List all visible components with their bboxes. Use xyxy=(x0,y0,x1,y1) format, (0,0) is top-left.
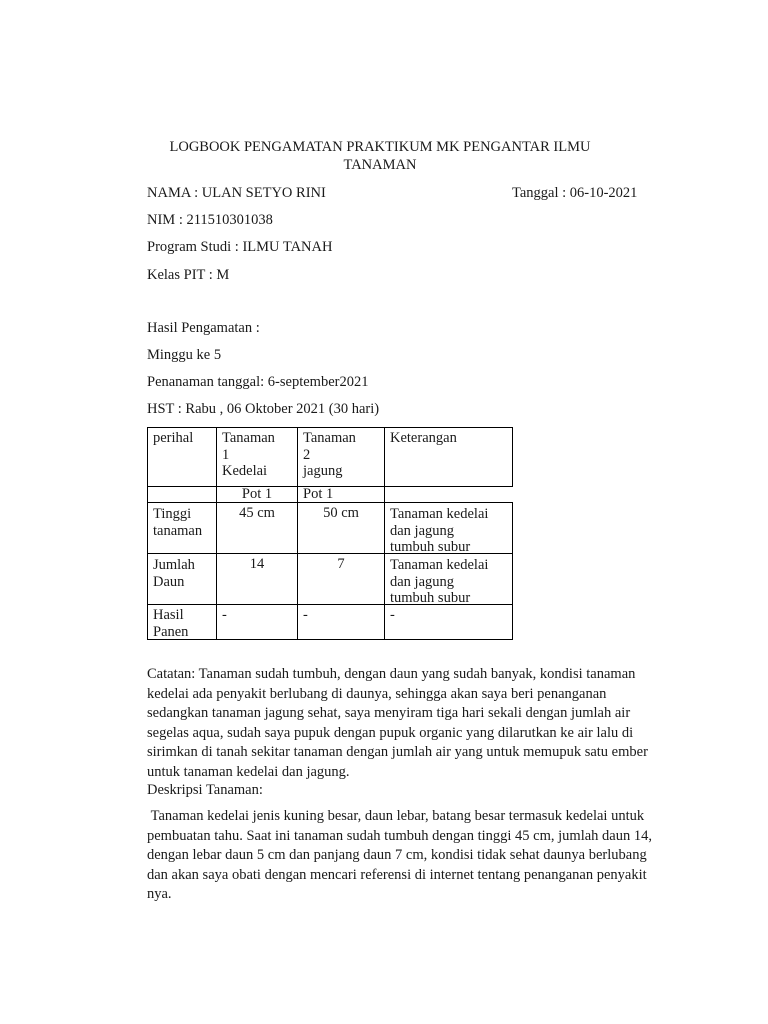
row-1-keterangan: Tanaman kedelai dan jagung tumbuh subur xyxy=(390,506,489,555)
row-1-perihal: Tinggi tanaman xyxy=(153,506,203,539)
kelas-field: Kelas PIT : M xyxy=(147,267,230,283)
header-keterangan: Keterangan xyxy=(390,430,457,446)
deskripsi-label: Deskripsi Tanaman: xyxy=(147,782,263,798)
row-2-perihal: Jumlah Daun xyxy=(153,557,195,590)
table-border-right-top xyxy=(512,427,513,486)
pot-label-1: Pot 1 xyxy=(241,486,273,502)
row-3-perihal: Hasil Panen xyxy=(153,607,189,640)
header-perihal: perihal xyxy=(153,430,194,446)
row-1-tanaman-2: 50 cm xyxy=(323,505,359,521)
title-line-2: TANAMAN xyxy=(343,157,417,173)
penanaman-field: Penanaman tanggal: 6-september2021 xyxy=(147,374,369,390)
hasil-pengamatan-label: Hasil Pengamatan : xyxy=(147,320,260,336)
nim-field: NIM : 211510301038 xyxy=(147,212,273,228)
minggu-field: Minggu ke 5 xyxy=(147,347,222,363)
table-border-right-bottom xyxy=(512,502,513,640)
nama-field: NAMA : ULAN SETYO RINI xyxy=(147,185,326,201)
deskripsi-paragraph: Tanaman kedelai jenis kuning besar, daun lebar, batang besar termasuk kedelai untuk pembuatan tahu. Saat ini tanaman sudah tumbuh dengan tinggi 45 cm, jumlah daun 14, dengan lebar daun 5 cm dan panjang daun 7 cm, kondisi tidak sehat daunya berlubang dan akan saya obati dengan mencari referensi di internet tentang penanganan penyakit nya. xyxy=(147,808,656,902)
observation-table xyxy=(147,427,513,640)
hst-field: HST : Rabu , 06 Oktober 2021 (30 hari) xyxy=(147,401,380,417)
pot-label-2: Pot 1 xyxy=(303,486,334,502)
header-tanaman-2: Tanaman 2 jagung xyxy=(303,430,356,479)
catatan-paragraph: Catatan: Tanaman sudah tumbuh, dengan daun yang sudah banyak, kondisi tanaman kedelai ada penyakit berlubang di daunya, sehingga akan saya beri penanganan sedangkan tanaman jagung sehat, saya menyiram tiga hari sekali dengan jumlah air segelas aqua, sudah saya pupuk dengan pupuk organic yang dilarutkan ke air lalu di sirimkan di tanah sekitar tanaman dengan jumlah air yang untuk memupuk satu ember untuk tanaman kedelai dan jagung. xyxy=(147,666,648,780)
title-line-1: LOGBOOK PENGAMATAN PRAKTIKUM MK PENGANTAR ILMU xyxy=(169,139,591,155)
row-3-tanaman-2: - xyxy=(303,607,308,623)
row-3-keterangan: - xyxy=(390,607,395,623)
row-3-tanaman-1: - xyxy=(222,607,227,623)
header-tanaman-1: Tanaman 1 Kedelai xyxy=(222,430,275,479)
row-2-tanaman-1: 14 xyxy=(249,556,265,572)
row-2-keterangan: Tanaman kedelai dan jagung tumbuh subur xyxy=(390,557,489,606)
program-studi-field: Program Studi : ILMU TANAH xyxy=(147,239,333,255)
document-title xyxy=(120,138,640,174)
row-1-tanaman-1: 45 cm xyxy=(239,505,275,521)
tanggal-field: Tanggal : 06-10-2021 xyxy=(512,185,638,201)
row-2-tanaman-2: 7 xyxy=(337,556,345,572)
